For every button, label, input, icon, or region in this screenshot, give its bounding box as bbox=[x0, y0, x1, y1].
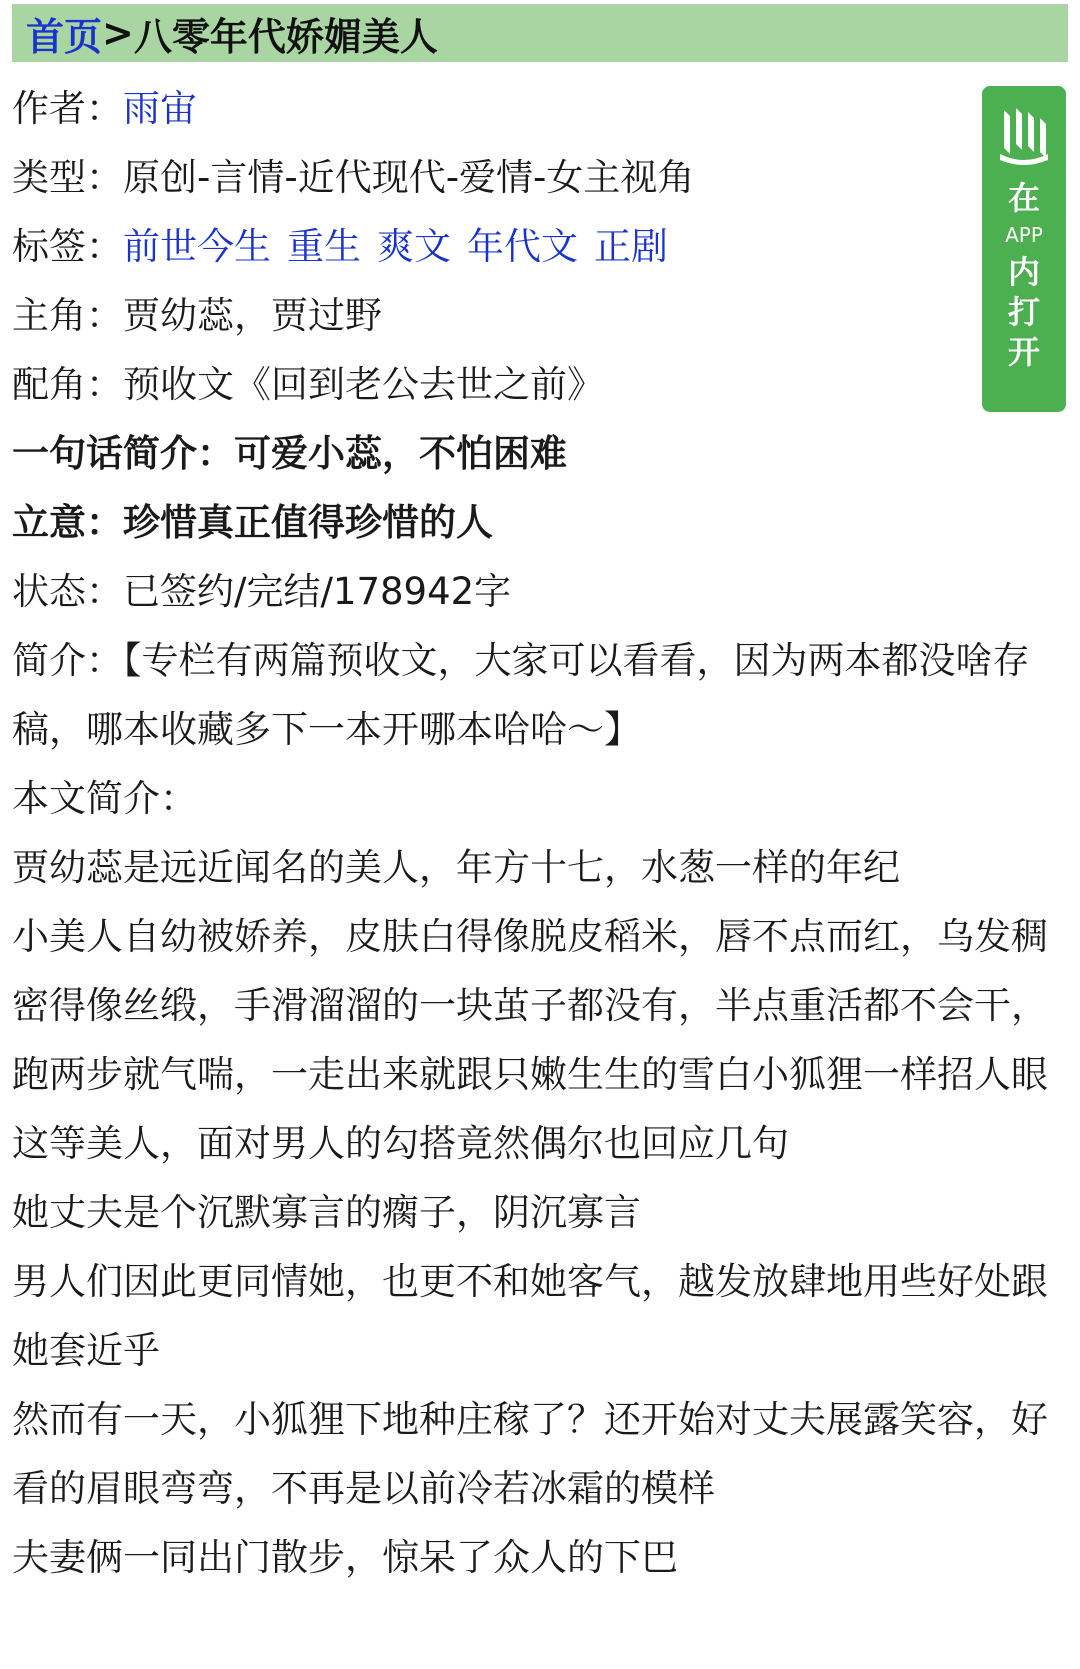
type-value: 原创-言情-近代现代-爱情-女主视角 bbox=[123, 156, 695, 199]
synopsis-paragraph: 男人们因此更同情她，也更不和她客气，越发放肆地用些好处跟她套近乎 bbox=[12, 1260, 1048, 1372]
author-label: 作者： bbox=[12, 87, 123, 130]
theme-value: 珍惜真正值得珍惜的人 bbox=[123, 501, 493, 544]
one-line-value: 可爱小蕊，不怕困难 bbox=[234, 432, 567, 475]
intro-value: 【专栏有两篇预收文，大家可以看看，因为两本都没啥存稿，哪本收藏多下一本开哪本哈哈～】 bbox=[12, 639, 1030, 751]
open-in-app-char: 开 bbox=[1007, 333, 1040, 371]
type-row bbox=[12, 143, 1062, 212]
tag-link[interactable]: 年代文 bbox=[467, 225, 578, 268]
open-in-app-char: 打 bbox=[1007, 293, 1040, 331]
author-link[interactable]: 雨宙 bbox=[123, 87, 197, 130]
protagonist-value: 贾幼蕊，贾过野 bbox=[123, 294, 382, 337]
status-value: 已签约/完结/178942字 bbox=[123, 570, 512, 613]
open-in-app-char: 内 bbox=[1007, 253, 1040, 291]
status-row bbox=[12, 557, 1062, 626]
supporting-row bbox=[12, 350, 1062, 419]
synopsis-paragraph: 小美人自幼被娇养，皮肤白得像脱皮稻米，唇不点而红，乌发稠密得像丝缎，手滑溜溜的一块茧子都没有，半点重活都不会干，跑两步就气喘，一走出来就跟只嫩生生的雪白小狐狸一样招人眼 bbox=[12, 915, 1048, 1096]
open-in-app-app-text: APP bbox=[1005, 223, 1043, 247]
tags-label: 标签： bbox=[12, 225, 123, 268]
tag-link[interactable]: 爽文 bbox=[377, 225, 451, 268]
author-row bbox=[12, 74, 1062, 143]
tags-row bbox=[12, 212, 1062, 281]
type-label: 类型： bbox=[12, 156, 123, 199]
synopsis-paragraph: 然而有一天，小狐狸下地种庄稼了？还开始对丈夫展露笑容，好看的眉眼弯弯，不再是以前冷若冰霜的模样 bbox=[12, 1398, 1048, 1510]
theme-label: 立意： bbox=[12, 501, 123, 544]
breadcrumb bbox=[12, 4, 1068, 62]
tag-link[interactable]: 重生 bbox=[287, 225, 361, 268]
protagonist-row bbox=[12, 281, 1062, 350]
one-line-summary-row bbox=[12, 419, 1062, 488]
one-line-label: 一句话简介： bbox=[12, 432, 234, 475]
status-label: 状态： bbox=[12, 570, 123, 613]
open-in-app-char: 在 bbox=[1007, 179, 1040, 217]
intro-row bbox=[12, 626, 1062, 764]
breadcrumb-separator: > bbox=[102, 11, 134, 55]
synopsis-paragraph: 她丈夫是个沉默寡言的瘸子，阴沉寡言 bbox=[12, 1191, 641, 1234]
supporting-value: 预收文《回到老公去世之前》 bbox=[123, 363, 604, 406]
protagonist-label: 主角： bbox=[12, 294, 123, 337]
theme-row bbox=[12, 488, 1062, 557]
tag-link[interactable]: 前世今生 bbox=[123, 225, 271, 268]
synopsis-paragraph: 夫妻俩一同出门散步，惊呆了众人的下巴 bbox=[12, 1536, 678, 1579]
open-in-app-button[interactable] bbox=[982, 86, 1066, 412]
synopsis-paragraph: 这等美人，面对男人的勾搭竟然偶尔也回应几句 bbox=[12, 1122, 789, 1165]
book-info bbox=[12, 74, 1062, 1592]
breadcrumb-home-link[interactable]: 首页 bbox=[26, 14, 103, 59]
intro-label: 简介： bbox=[12, 639, 123, 682]
synopsis-heading: 本文简介： bbox=[12, 777, 197, 820]
book-reader-icon bbox=[996, 104, 1052, 168]
synopsis-paragraph: 贾幼蕊是远近闻名的美人，年方十七，水葱一样的年纪 bbox=[12, 846, 900, 889]
supporting-label: 配角： bbox=[12, 363, 123, 406]
tag-link[interactable]: 正剧 bbox=[594, 225, 668, 268]
breadcrumb-book-title: 八零年代娇媚美人 bbox=[133, 14, 438, 59]
